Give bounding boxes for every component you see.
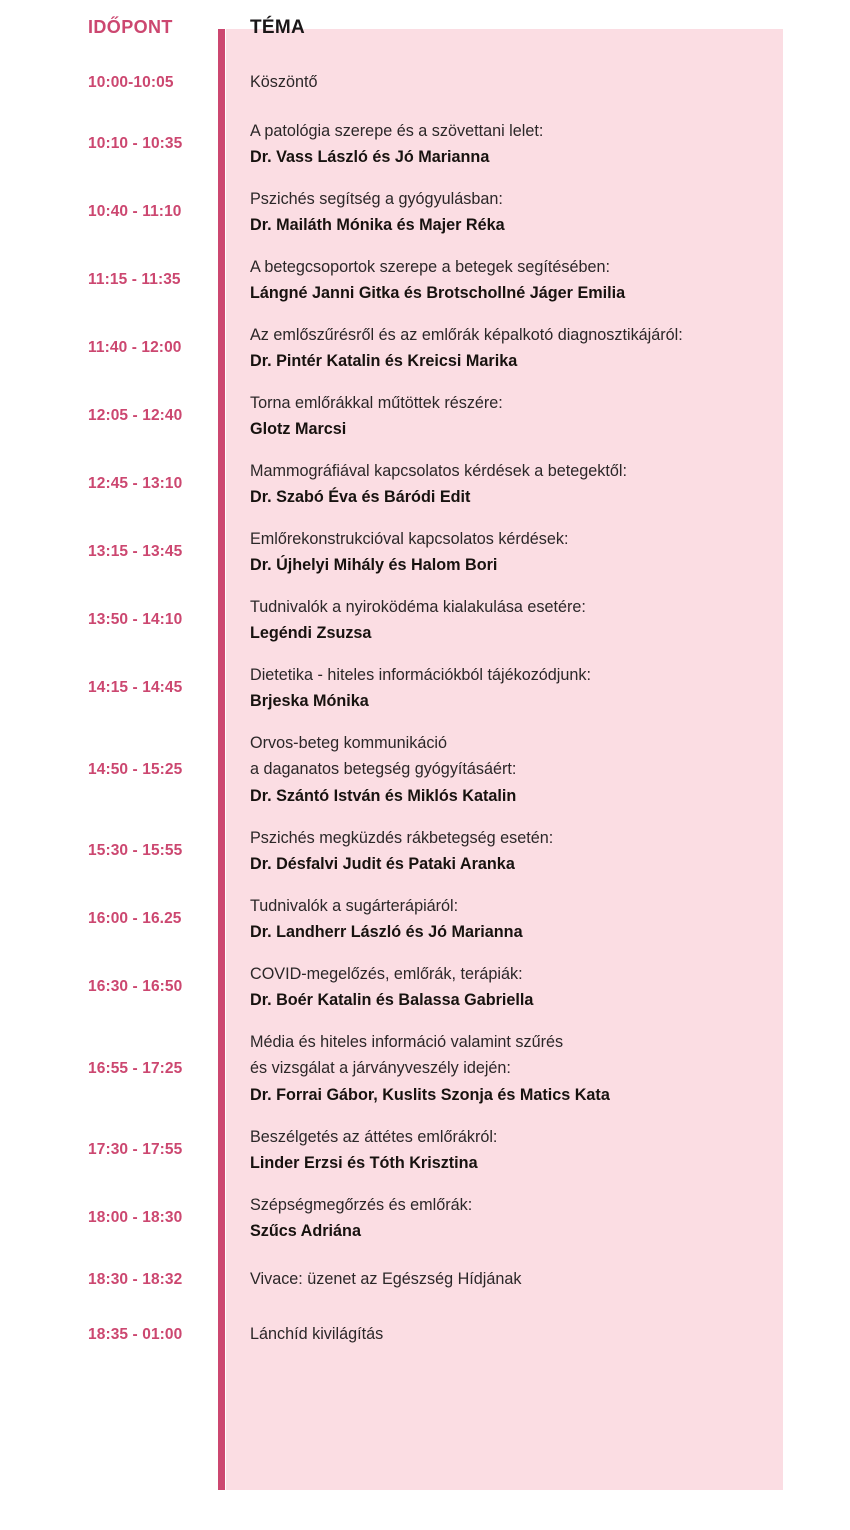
row-topic-title: Vivace: üzenet az Egészség Hídjának — [250, 1270, 522, 1289]
table-row — [0, 178, 850, 246]
row-speakers: Dr. Forrai Gábor, Kuslits Szonja és Matics Kata — [250, 1085, 610, 1104]
row-time: 10:10 - 10:35 — [0, 135, 226, 153]
table-row — [0, 722, 850, 817]
schedule-rows — [0, 55, 850, 1362]
table-row — [0, 518, 850, 586]
row-topic — [226, 893, 850, 945]
row-time: 11:40 - 12:00 — [0, 339, 226, 357]
table-row — [0, 314, 850, 382]
row-topic — [226, 118, 850, 170]
table-row — [0, 1116, 850, 1184]
row-topic-title: Pszichés segítség a gyógyulásban: — [250, 189, 503, 208]
row-topic — [226, 322, 850, 374]
table-row — [0, 817, 850, 885]
row-speakers: Dr. Pintér Katalin és Kreicsi Marika — [250, 352, 518, 370]
column-header-time: IDŐPONT — [0, 17, 226, 38]
row-time: 18:35 - 01:00 — [0, 1326, 226, 1344]
row-speakers: Glotz Marcsi — [250, 420, 347, 438]
row-speakers: Lángné Janni Gitka és Brotschollné Jáger Emilia — [250, 284, 626, 302]
row-time: 10:40 - 11:10 — [0, 203, 226, 221]
row-speakers: Szűcs Adriána — [250, 1222, 361, 1240]
table-row — [0, 1184, 850, 1252]
table-row — [0, 1307, 850, 1362]
row-speakers: Dr. Szántó István és Miklós Katalin — [250, 786, 517, 805]
row-topic-title-line2: és vizsgálat a járványveszély idején: — [250, 1059, 511, 1078]
table-row — [0, 246, 850, 314]
table-row — [0, 586, 850, 654]
row-topic — [226, 390, 850, 442]
row-time: 16:30 - 16:50 — [0, 978, 226, 996]
row-topic — [226, 961, 850, 1013]
row-topic-title: Pszichés megküzdés rákbetegség esetén: — [250, 828, 554, 847]
row-topic — [226, 1192, 850, 1244]
row-speakers: Linder Erzsi és Tóth Krisztina — [250, 1154, 478, 1172]
row-topic-title: Az emlőszűrésről és az emlőrák képalkotó diagnosztikájáról: — [250, 325, 683, 344]
row-speakers: Dr. Vass László és Jó Marianna — [250, 148, 490, 166]
row-topic-title: Emlőrekonstrukcióval kapcsolatos kérdések: — [250, 529, 569, 548]
column-header-topic: TÉMA — [250, 16, 306, 38]
row-time: 11:15 - 11:35 — [0, 271, 226, 289]
table-row — [0, 110, 850, 178]
row-topic — [226, 254, 850, 306]
row-topic — [226, 1029, 850, 1108]
row-topic — [226, 458, 850, 510]
row-speakers: Dr. Boér Katalin és Balassa Gabriella — [250, 991, 534, 1009]
row-topic-title: Szépségmegőrzés és emlőrák: — [250, 1195, 473, 1214]
row-topic — [226, 594, 850, 646]
row-topic — [226, 1266, 850, 1292]
table-row — [0, 382, 850, 450]
row-topic — [226, 1321, 850, 1347]
row-topic — [226, 69, 850, 95]
row-time: 10:00-10:05 — [0, 74, 226, 92]
row-time: 16:55 - 17:25 — [0, 1060, 226, 1078]
row-time: 18:30 - 18:32 — [0, 1271, 226, 1289]
table-row — [0, 1252, 850, 1307]
table-row — [0, 55, 850, 110]
row-topic-title: COVID-megelőzés, emlőrák, terápiák: — [250, 964, 523, 983]
table-row — [0, 654, 850, 722]
row-time: 18:00 - 18:30 — [0, 1209, 226, 1227]
table-row — [0, 953, 850, 1021]
row-topic — [226, 662, 850, 714]
row-topic-title: Orvos-beteg kommunikáció — [250, 734, 448, 753]
row-time: 13:15 - 13:45 — [0, 543, 226, 561]
row-topic — [226, 186, 850, 238]
row-time: 14:50 - 15:25 — [0, 761, 226, 779]
row-topic-title: Dietetika - hiteles információkból tájékozódjunk: — [250, 665, 592, 684]
row-speakers: Brjeska Mónika — [250, 692, 369, 710]
row-time: 13:50 - 14:10 — [0, 611, 226, 629]
table-row — [0, 885, 850, 953]
row-topic-title: A betegcsoportok szerepe a betegek segítésében: — [250, 257, 610, 276]
row-topic-title: Mammográfiával kapcsolatos kérdések a betegektől: — [250, 461, 627, 480]
row-time: 16:00 - 16.25 — [0, 910, 226, 928]
row-speakers: Dr. Szabó Éva és Báródi Edit — [250, 488, 471, 506]
row-speakers: Dr. Landherr László és Jó Marianna — [250, 923, 523, 941]
row-speakers: Dr. Désfalvi Judit és Pataki Aranka — [250, 855, 515, 873]
table-row — [0, 1021, 850, 1116]
row-speakers: Legéndi Zsuzsa — [250, 624, 372, 642]
row-time: 12:45 - 13:10 — [0, 475, 226, 493]
row-topic-title: A patológia szerepe és a szövettani lelet: — [250, 121, 544, 140]
row-topic-title: Tudnivalók a nyiroködéma kialakulása esetére: — [250, 597, 586, 616]
row-topic — [226, 730, 850, 809]
row-topic-title: Köszöntő — [250, 73, 318, 92]
row-time: 14:15 - 14:45 — [0, 679, 226, 697]
row-time: 15:30 - 15:55 — [0, 842, 226, 860]
row-topic — [226, 1124, 850, 1176]
row-topic-title: Lánchíd kivilágítás — [250, 1325, 384, 1344]
row-topic — [226, 825, 850, 877]
row-time: 17:30 - 17:55 — [0, 1141, 226, 1159]
table-row — [0, 450, 850, 518]
row-topic-title-line2: a daganatos betegség gyógyításáért: — [250, 760, 517, 779]
row-topic-title: Beszélgetés az áttétes emlőrákról: — [250, 1127, 498, 1146]
column-divider-bar — [218, 29, 225, 1490]
row-topic-title: Tudnivalók a sugárterápiáról: — [250, 896, 459, 915]
row-speakers: Dr. Újhelyi Mihály és Halom Bori — [250, 556, 498, 574]
row-topic — [226, 526, 850, 578]
row-time: 12:05 - 12:40 — [0, 407, 226, 425]
row-topic-title: Média és hiteles információ valamint szűrés — [250, 1033, 564, 1052]
table-header-row — [0, 0, 850, 55]
row-topic-title: Torna emlőrákkal műtöttek részére: — [250, 393, 503, 412]
row-speakers: Dr. Mailáth Mónika és Majer Réka — [250, 216, 505, 234]
